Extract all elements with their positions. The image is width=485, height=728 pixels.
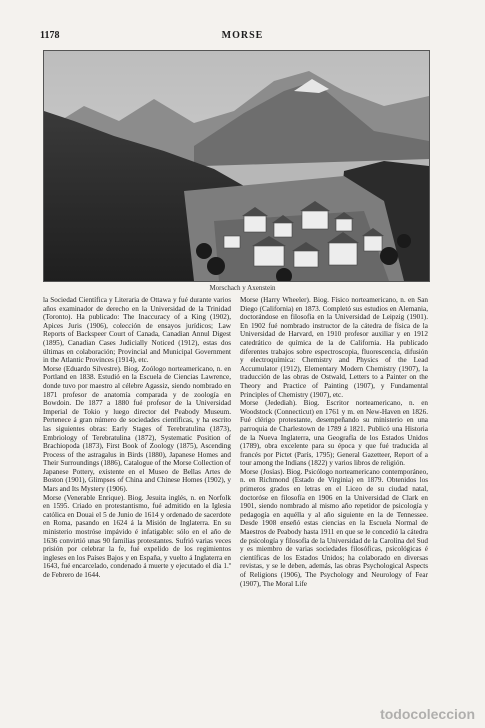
entry-morse-eduardo: Morse (Eduardo Silvestre). Biog. Zoólogo norteamericano, n. en Portland en 1838. Estudió en la Escuela de Ciencias Lawrence, donde tuvo por maestro al célebre Agassiz, siendo nombrado en 1871 profesor de anatomía comparada y de zoología en Bowdoin. De 1877 a 1880 fué profesor de la Universidad Imperial de Tokio y luego director del Peabody Museum. Pertenece á gran número de sociedades científicas, y ha escrito las siguientes obras: Early Stages of Terebratulina (1873), Embriology of Terebratulina (1872), Systematic Position of Brachiopoda (1873), First Book of Zoology (1875), Ascending Process of the astragalus in Birds (1880), Japanese Homes and Their Surroundings (1886), Catalogue of the Morse Collection of Japanese Pottery, existente en el Museo de Bellas Artes de Boston (1901), Glimpses of China and Chinese Homes (1902), y Mars and Its Mystery (1906). [43,364,231,494]
entry-morse-enrique: Morse (Venerable Enrique). Biog. Jesuita inglés, n. en Norfolk en 1595. Criado en protestantismo, fué admitido en la Iglesia católica en Douai el 5 de Junio de 1614 y ordenado de sacerdote en Roma, pasando en 1624 á la Misión de Inglaterra. En su ministerio mostróse impávido é infatigable: sólo en el año de 1636 convirtió unas 90 familias protestantes. Sufrió varias veces prisión por celebrar la fe, fué expelido de los regimientos ingleses en los Países Bajos y en España, y vuelto á Inglaterra en 1643, fué encarcelado, condenado á muerte y ejecutado el día 1.º de Febrero de 1644. [43,493,231,579]
entry-paragraph: la Sociedad Científica y Literaria de Ottawa y fué durante varios años examinador de derecho en la Universidad de la Trinidad (Toronto). Ha publicado: The Inaccuracy of a King (1902), Apices Juris (1906), colección de ensayos jurídicos; Law Reports of Backspeer Court of Canada, Canadian Annul Digest (1895), Canadian Cases Judicially Noticed (1912), estas dos últimas en colaboración; Provincial and Municipal Government in the Atlantic Provinces (1914), etc. [43,296,231,365]
watermark: todocoleccion [380,706,475,722]
right-text-column [240,296,428,701]
page-header [40,30,445,44]
landscape-photo [43,50,430,282]
entry-morse-harry: Morse (Harry Wheeler). Biog. Físico norteamericano, n. en San Diego (California) en 1873. Completó sus estudios en Alemania, doctorándose en filosofía en la Universidad de Leipzig (1901). En 1902 fué nombrado instructor de la cátedra de física de la Universidad de Harvard, en 1910 profesor auxiliar y en 1912 catedrático de química de la de California. Ha publicado diferentes trabajos sobre espectroscopia, fluorescencia, difusión y electroquímica: Chemistry and Physics of the Lead Accumulator (1912), Elementary Modern Chemistry (1907), la traducción de las obras de Ostwald, Letters to a Painter on the Theory and Practice of Painting (1907), y Fundamental Principles of Chemistry (1907), etc. [240,296,428,399]
entry-morse-josias: Morse (Josías). Biog. Psicólogo norteamericano contemporáneo, n. en Richmond (Estado de Virginia) en 1879. Obtenidos los primeros grados en letras en el Liceo de su ciudad natal, doctoróse en filosofía en 1906 en la Universidad de Clark en 1901, siendo nombrado al mismo año repetidor de psicología y pedagogía en aquélla y al año siguiente en la de Tennessee. Desde 1908 enseñó estas ciencias en la Escuela Normal de Maestros de Peabody hasta 1911 en que se le concedió la cátedra de psicología y filosofía de la Universidad de la Carolina del Sud y es miembro de varias sociedades filosóficas, psicológicas é científicas de los Estados Unidos; ha colaborado en diversas revistas, y se le deben, además, las obras Psychological Aspects of Religions (1906), The Psychology and Neurology of Fear (1907), The Moral Life [240,467,428,588]
figure-caption: Morschach y Axenstein [209,284,276,292]
mountain-village-illustration [44,51,429,281]
entry-morse-jedediah: Morse (Jedediah). Biog. Escritor norteamericano, n. en Woodstock (Connecticut) en 1761 y m. en New-Haven en 1826. Fué clérigo protestante, desempeñando su ministerio en una parroquia de Charlestown de 1789 á 1821. Publicó una Historia de la Nueva Inglaterra, una Geografía de los Estados Unidos (1789), obra excelente para su época y que fué traducida al francés por Pictet (París, 1795); General Gazetteer, Report of a tour among the Indians (1822) y varios libros de religión. [240,399,428,468]
running-head: MORSE [221,30,264,41]
left-text-column [43,296,231,701]
page-number: 1178 [40,30,60,41]
